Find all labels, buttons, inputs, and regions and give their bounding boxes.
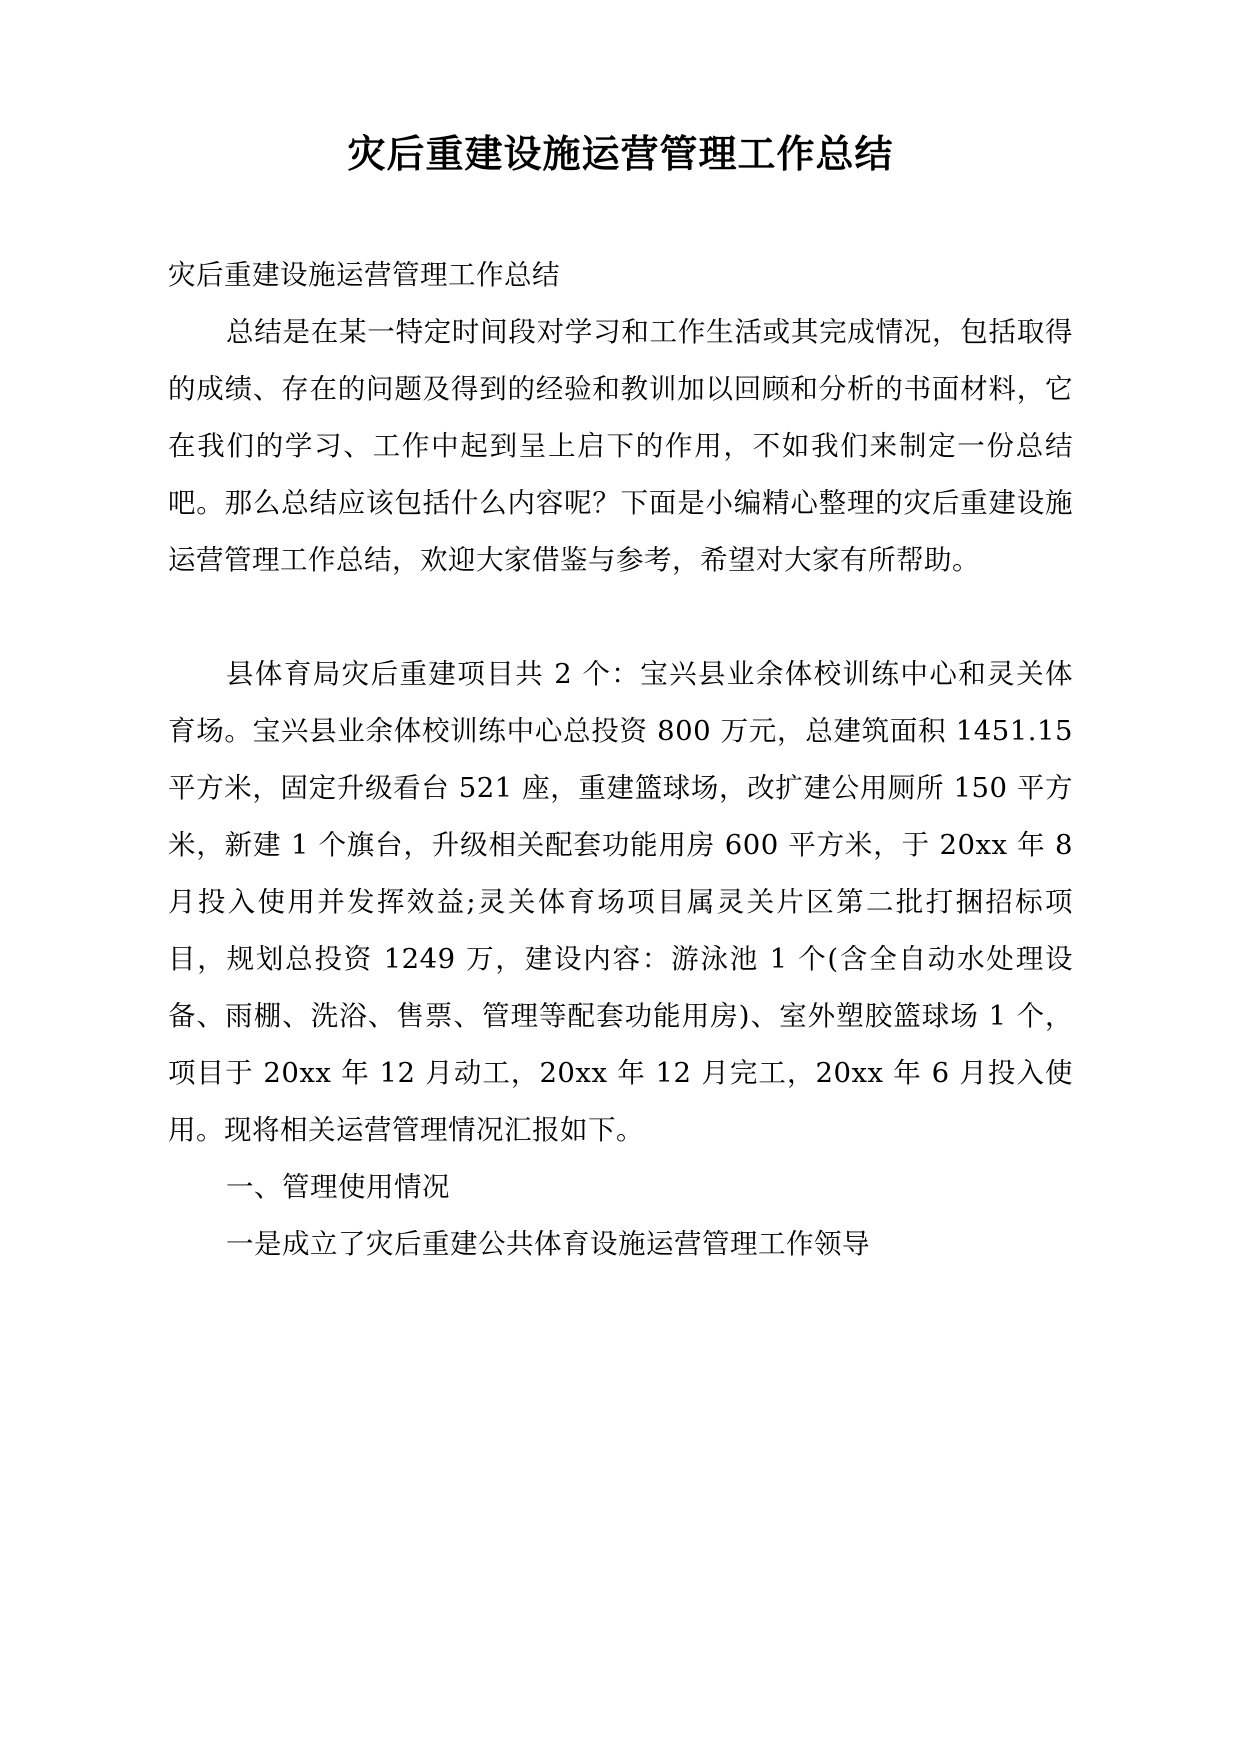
section-one-first-line: 一是成立了灾后重建公共体育设施运营管理工作领导 (226, 1228, 870, 1261)
section-heading-one: 一、管理使用情况 (226, 1171, 450, 1204)
intro-paragraph: 总结是在某一特定时间段对学习和工作生活或其完成情况，包括取得的成绩、存在的问题及得到的经验和教训加以回顾和分析的书面材料，它在我们的学习、工作中起到呈上启下的作用，不如我们来制定一份总结吧。那么总结应该包括什么内容呢？下面是小编精心整理的灾后重建设施运营管理工作总结，欢迎大家借鉴与参考，希望对大家有所帮助。 (168, 316, 1073, 577)
page-title: 灾后重建设施运营管理工作总结 (347, 132, 894, 176)
project-overview-paragraph: 县体育局灾后重建项目共 2 个：宝兴县业余体校训练中心和灵关体育场。宝兴县业余体校训练中心总投资 800 万元，总建筑面积 1451.15 平方米，固定升级看台 521 座，重建篮球场，改扩建公用厕所 150 平方米，新建 1 个旗台，升级相关配套功能用房 600 平方米，于 20xx 年 8 月投入使用并发挥效益;灵关体育场项目属灵关片区第二批打捆招标项目，规划总投资 1249 万，建设内容：游泳池 1 个(含全自动水处理设备、雨棚、洗浴、售票、管理等配套功能用房)、室外塑胶篮球场 1 个，项目于 20xx 年 12 月动工，20xx 年 12 月完工，20xx 年 6 月投入使用。现将相关运营管理情况汇报如下。 (168, 658, 1073, 1147)
document-content (168, 128, 1073, 1273)
paragraph-spacer (168, 589, 1073, 646)
document-subtitle-line: 灾后重建设施运营管理工作总结 (168, 259, 560, 292)
